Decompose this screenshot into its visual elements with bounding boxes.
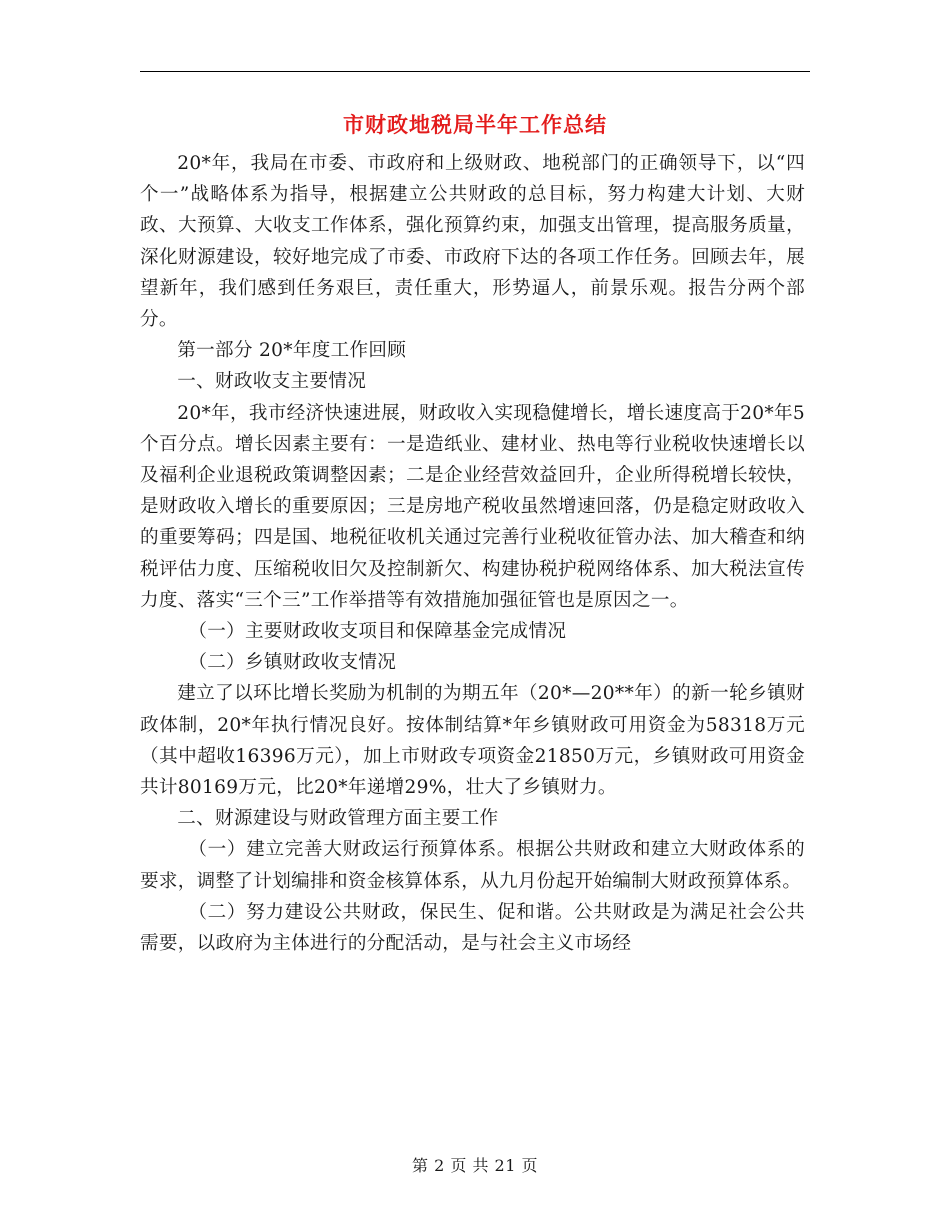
- section-heading-finance-management: 二、财源建设与财政管理方面主要工作: [177, 808, 499, 830]
- header-rule: [140, 71, 810, 72]
- paragraph-revenue-growth: 20*年，我市经济快速进展，财政收入实现稳健增长，增长速度高于20*年5个百分点。增长因素主要有：一是造纸业、建材业、热电等行业税收快速增长以及福利企业退税政策调整因素；二是企业经营效益回升，企业所得税增长较快，是财政收入增长的重要原因；三是房地产税收虽然增速回落，仍是稳定财政收入的重要筹码；四是国、地税征收机关通过完善行业税收征管办法、加大稽查和纳税评估力度、压缩税收旧欠及控制新欠、构建协税护税网络体系、加大税法宣传力度、落实“三个三”工作举措等有效措施加强征管也是原因之一。: [140, 402, 805, 611]
- paragraph-township-finance: 建立了以环比增长奖励为机制的为期五年（20*—20**年）的新一轮乡镇财政体制，20*年执行情况良好。按体制结算*年乡镇财政可用资金为58318万元（其中超收16396万元），加上市财政专项资金21850万元，乡镇财政可用资金共计80169万元，比20*年递增29%，壮大了乡镇财力。: [140, 683, 805, 799]
- section-heading-part-one: 第一部分 20*年度工作回顾: [177, 340, 407, 362]
- paragraph-public-finance: （二）努力建设公共财政，保民生、促和谐。公共财政是为满足社会公共需要，以政府为主体进行的分配活动，是与社会主义市场经: [140, 901, 805, 955]
- paragraph-budget-system: （一）建立完善大财政运行预算体系。根据公共财政和建立大财政体系的要求，调整了计划编排和资金核算体系，从九月份起开始编制大财政预算体系。: [140, 839, 805, 892]
- document-body: [140, 148, 805, 959]
- subheading-township-finance: （二）乡镇财政收支情况: [188, 652, 397, 674]
- section-heading-revenue: 一、财政收支主要情况: [177, 371, 367, 393]
- page-number: 第 2 页 共 21 页: [412, 1156, 538, 1175]
- document-title: 市财政地税局半年工作总结: [343, 112, 607, 137]
- paragraph-intro: 20*年，我局在市委、市政府和上级财政、地税部门的正确领导下，以“四个一”战略体系为指导，根据建立公共财政的总目标，努力构建大计划、大财政、大预算、大收支工作体系，强化预算约束，加强支出管理，提高服务质量，深化财源建设，较好地完成了市委、市政府下达的各项工作任务。回顾去年，展望新年，我们感到任务艰巨，责任重大，形势逼人，前景乐观。报告分两个部分。: [140, 153, 805, 331]
- subheading-main-items: （一）主要财政收支项目和保障基金完成情况: [188, 621, 567, 643]
